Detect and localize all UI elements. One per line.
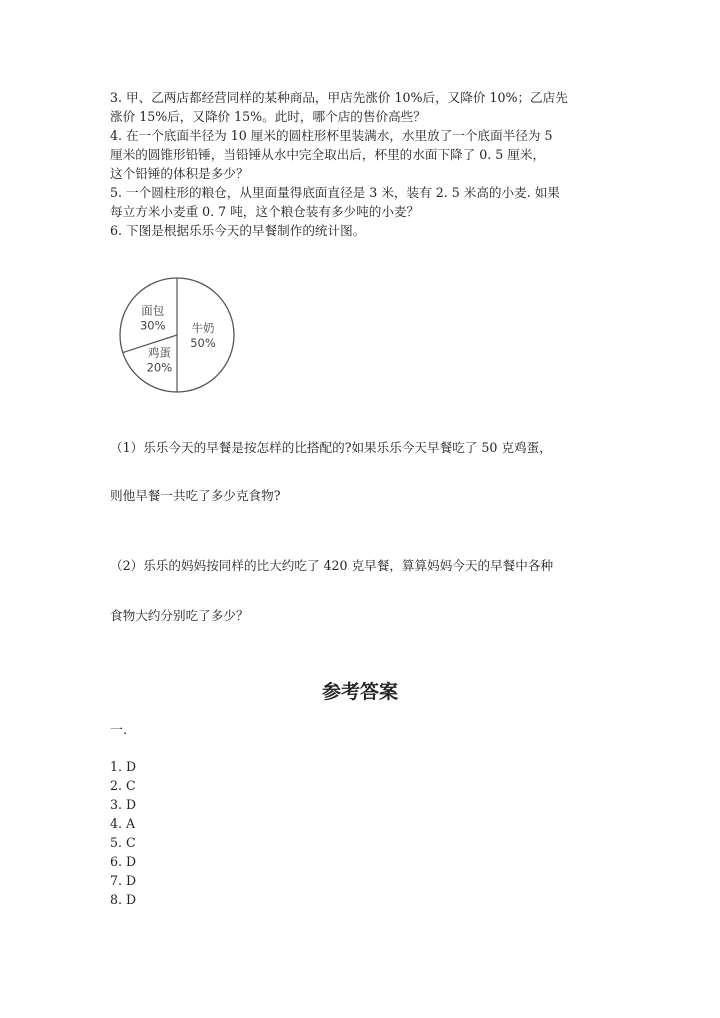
- sub-question-2-line-2: 食物大约分别吃了多少？: [110, 608, 249, 623]
- answers-section-label: 一.: [110, 723, 128, 738]
- question-5-line-2: 每立方米小麦重 0. 7 吨，这个粮仓装有多少吨的小麦？: [110, 204, 420, 219]
- answer-item: 2. C: [110, 778, 136, 793]
- answer-item: 8. D: [110, 892, 137, 907]
- question-4-line-1: 4. 在一个底面半径为 10 厘米的圆柱形杯里装满水，水里放了一个底面半径为 5: [110, 128, 553, 143]
- answer-item: 5. C: [110, 835, 136, 850]
- answer-item: 3. D: [110, 797, 137, 812]
- sub-question-2-line-1: （2）乐乐的妈妈按同样的比大约吃了 420 克早餐，算算妈妈今天的早餐中各种: [110, 558, 554, 573]
- question-3-line-1: 3. 甲、乙两店都经营同样的某种商品，甲店先涨价 10%后，又降价 10%；乙店先: [110, 90, 568, 105]
- sub-question-1-line-2: 则他早餐一共吃了多少克食物?: [110, 488, 281, 503]
- question-6-line-1: 6. 下图是根据乐乐今天的早餐制作的统计图。: [110, 223, 366, 238]
- question-3-line-2: 涨价 15%后，又降价 15%。此时，哪个店的售价高些？: [110, 109, 426, 124]
- pie-slice-name: 鸡蛋: [147, 345, 171, 360]
- question-4-line-3: 这个铅锤的体积是多少？: [110, 166, 249, 181]
- pie-slice-percent: 30%: [139, 318, 166, 333]
- pie-chart-svg: [118, 276, 236, 394]
- pie-slice-name: 牛奶: [191, 321, 215, 335]
- pie-slice-percent: 20%: [146, 360, 173, 375]
- sub-question-1-line-1: （1）乐乐今天的早餐是按怎样的比搭配的?如果乐乐今天早餐吃了 50 克鸡蛋，: [110, 440, 552, 455]
- pie-slice-percent: 50%: [190, 336, 216, 350]
- answer-item: 6. D: [110, 854, 137, 869]
- answer-item: 1. D: [110, 759, 137, 774]
- answers-heading: 参考答案: [321, 681, 398, 703]
- pie-slice-name: 面包: [141, 303, 165, 318]
- breakfast-pie-chart: [118, 276, 236, 394]
- answer-item: 4. A: [110, 816, 136, 831]
- question-5-line-1: 5. 一个圆柱形的粮仓，从里面量得底面直径是 3 米，装有 2. 5 米高的小麦. 如果: [110, 185, 560, 200]
- answer-item: 7. D: [110, 873, 137, 888]
- question-4-line-2: 厘米的圆锥形铅锤，当铅锤从水中完全取出后，杯里的水面下降了 0. 5 厘米，: [110, 147, 546, 162]
